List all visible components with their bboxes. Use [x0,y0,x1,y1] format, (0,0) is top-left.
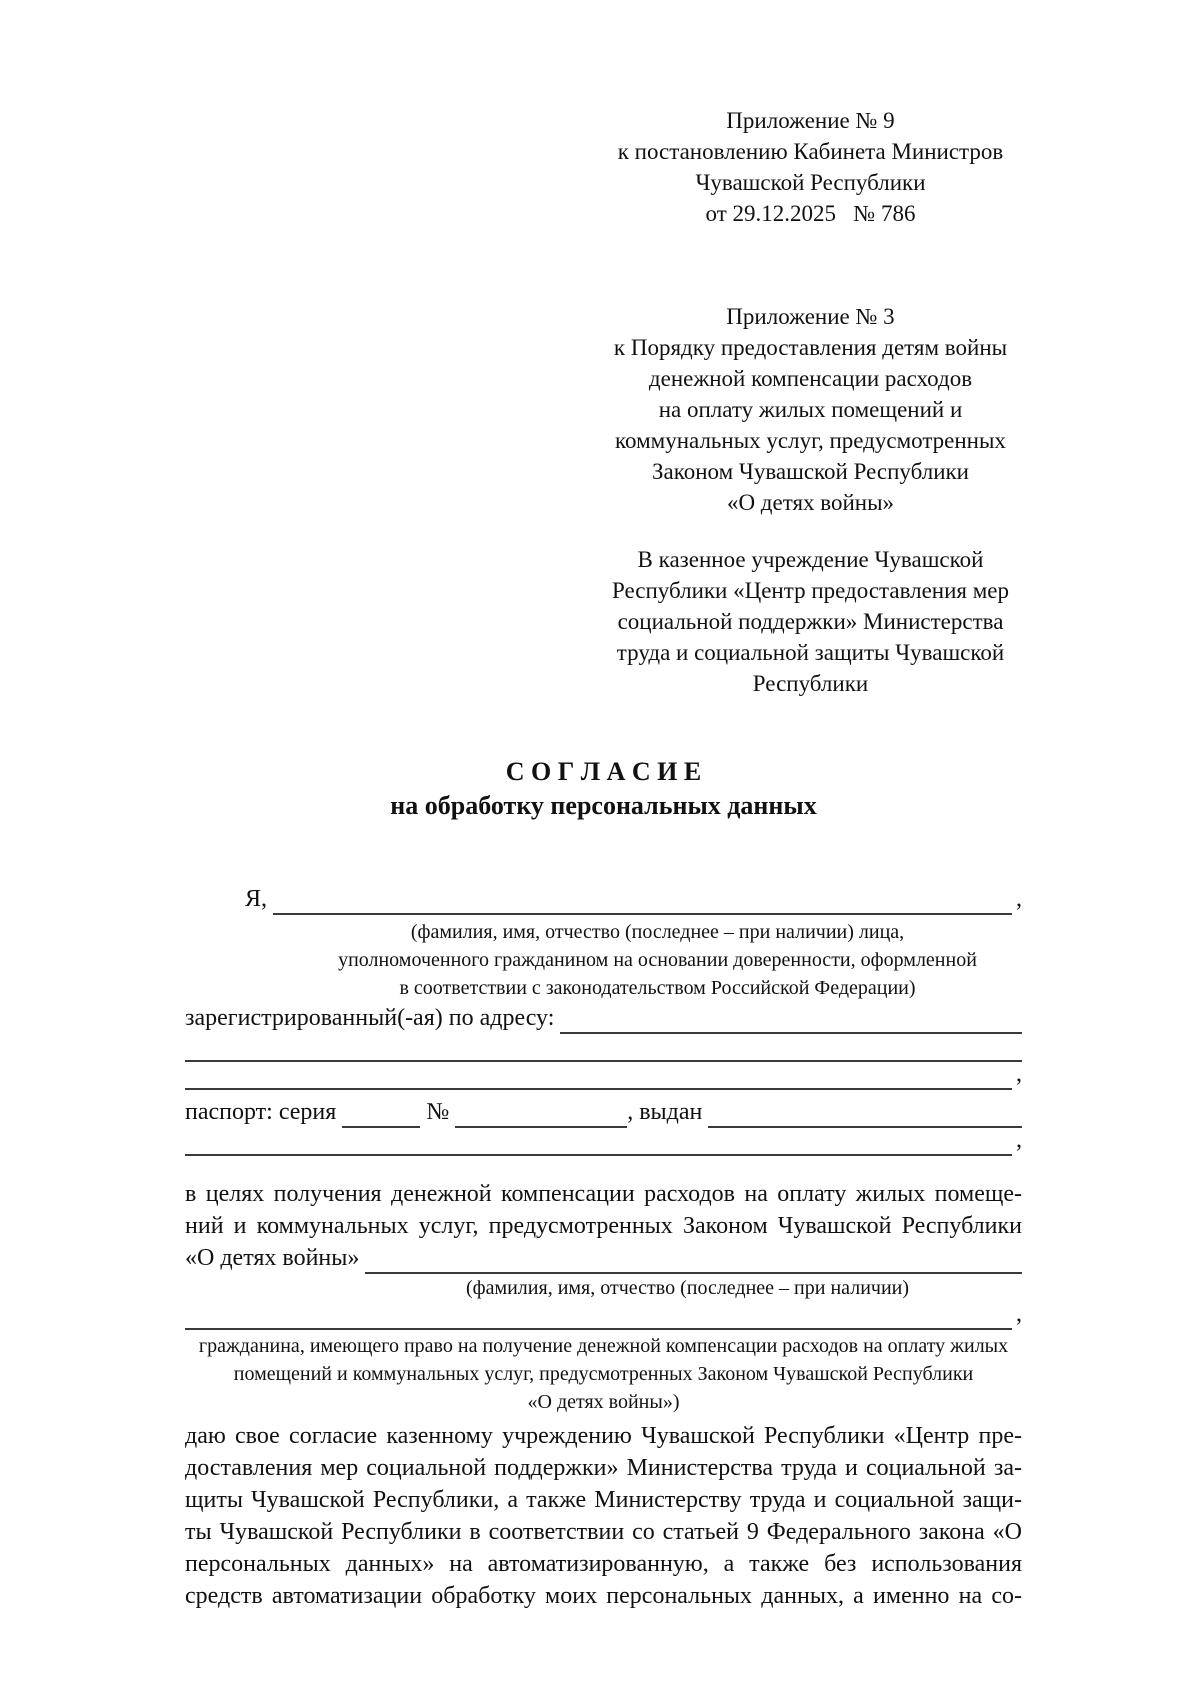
purpose-line: ний и коммунальных услуг, предусмотренных Законом Чувашской Республики [185,1213,1022,1239]
consent-line: даю свое согласие казенному учреждению Чувашской Республики «Центр пре- [185,1423,1022,1449]
purpose-line: в целях получения денежной компенсации расходов на оплату жилых помеще- [185,1181,1022,1207]
consent-line: доставления мер социальной поддержки» Министерства труда и социальной за- [185,1455,1022,1481]
fio-caption-line: (фамилия, имя, отчество (последнее – при наличии) лица, [410,921,905,943]
fio-caption-line: в соответствии с законодательством Российской Федерации) [399,977,916,999]
passport-issued-blank [708,1099,1022,1128]
ya-label: Я, [245,886,274,912]
passport-blank-line [185,1128,1012,1156]
address-blank-line [560,1005,1022,1034]
trailing-comma: , [1016,886,1022,912]
address-continuation-row [185,1062,1022,1090]
fio-row [185,883,1022,915]
trailing-comma: , [1016,1127,1022,1153]
appendix-3-line: Законом Чувашской Республики [652,459,969,484]
passport-issued-label: , выдан [627,1099,709,1125]
address-continuation-row [185,1034,1022,1062]
consent-line: средств автоматизации обработку моих персональных данных, а именно на со- [185,1583,1022,1609]
appendix-3-line: денежной компенсации расходов [648,366,973,391]
beneficiary-fio-blank [365,1245,1022,1274]
purpose-fio-row [185,1242,1022,1274]
trailing-comma: , [1016,1301,1022,1327]
addressee-line: Республики [752,671,869,696]
beneficiary-blank-line [185,1302,1012,1330]
fio-caption-line: уполномоченного гражданином на основании доверенности, оформленной [338,949,977,971]
address-blank-line [185,1062,1012,1090]
appendix-3-line: на оплату жилых помещений и [658,397,963,422]
appendix-9-block [558,105,1063,229]
appendix-3-block [558,301,1063,518]
consent-line: ты Чувашской Республики в соответствии со статьей 9 Федерального закона «О [185,1519,1022,1545]
document-body [185,755,1022,1612]
addressee-line: Республики «Центр предоставления мер [611,578,1010,603]
consent-form [185,883,1022,1612]
addressee-line: труда и социальной защиты Чувашской [616,640,1005,665]
purpose-paragraph [185,1178,1022,1274]
address-label: зарегистрированный(-ая) по адресу: [185,1005,561,1031]
beneficiary-caption-block [185,1274,1022,1302]
trailing-comma: , [1016,1061,1022,1087]
appendix-9-line: Приложение № 9 [726,108,895,133]
passport-continuation-row [185,1128,1022,1156]
passport-series-blank [342,1099,420,1128]
addressee-block [558,544,1063,699]
document-title: С О Г Л А С И Е [505,757,702,786]
fio-caption-block [185,918,1022,1002]
passport-number-blank [455,1099,627,1128]
header-column [558,0,1063,699]
consent-line: щиты Чувашской Республики, а также Министерству труда и социальной защи- [185,1487,1022,1513]
passport-number-sign: № [420,1099,456,1125]
passport-series-label: паспорт: серия [185,1099,343,1125]
fio-blank-line [273,886,1012,915]
appendix-3-line: Приложение № 3 [726,304,895,329]
address-row [185,1002,1022,1034]
beneficiary-note-line: «О детях войны») [527,1391,680,1413]
appendix-9-line: к постановлению Кабинета Министров [617,139,1004,164]
address-blank-line [185,1034,1022,1062]
children-of-war-label: «О детях войны» [185,1245,366,1271]
addressee-line: социальной поддержки» Министерства [617,609,1004,634]
passport-row [185,1096,1022,1128]
appendix-3-line: коммунальных услуг, предусмотренных [615,428,1006,453]
consent-paragraph [185,1420,1022,1612]
beneficiary-note-block [185,1332,1022,1416]
addressee-line: В казенное учреждение Чувашской [637,547,984,572]
appendix-3-line: к Порядку предоставления детям войны [613,335,1008,360]
consent-line: персональных данных» на автоматизированную, а также без использования [185,1551,1022,1577]
beneficiary-caption-line: (фамилия, имя, отчество (последнее – при наличии) [465,1277,910,1299]
appendix-3-line: «О детях войны» [726,490,895,515]
document-subtitle: на обработку персональных данных [390,791,817,820]
appendix-9-line: Чувашской Республики [695,170,926,195]
appendix-9-line: от 29.12.2025 № 786 [705,201,916,226]
document-title-block [185,755,1022,823]
beneficiary-note-line: гражданина, имеющего право на получение денежной компенсации расходов на оплату жилых [198,1335,1009,1357]
beneficiary-continuation-row [185,1302,1022,1330]
beneficiary-note-line: помещений и коммунальных услуг, предусмотренных Законом Чувашской Республики [233,1363,974,1385]
